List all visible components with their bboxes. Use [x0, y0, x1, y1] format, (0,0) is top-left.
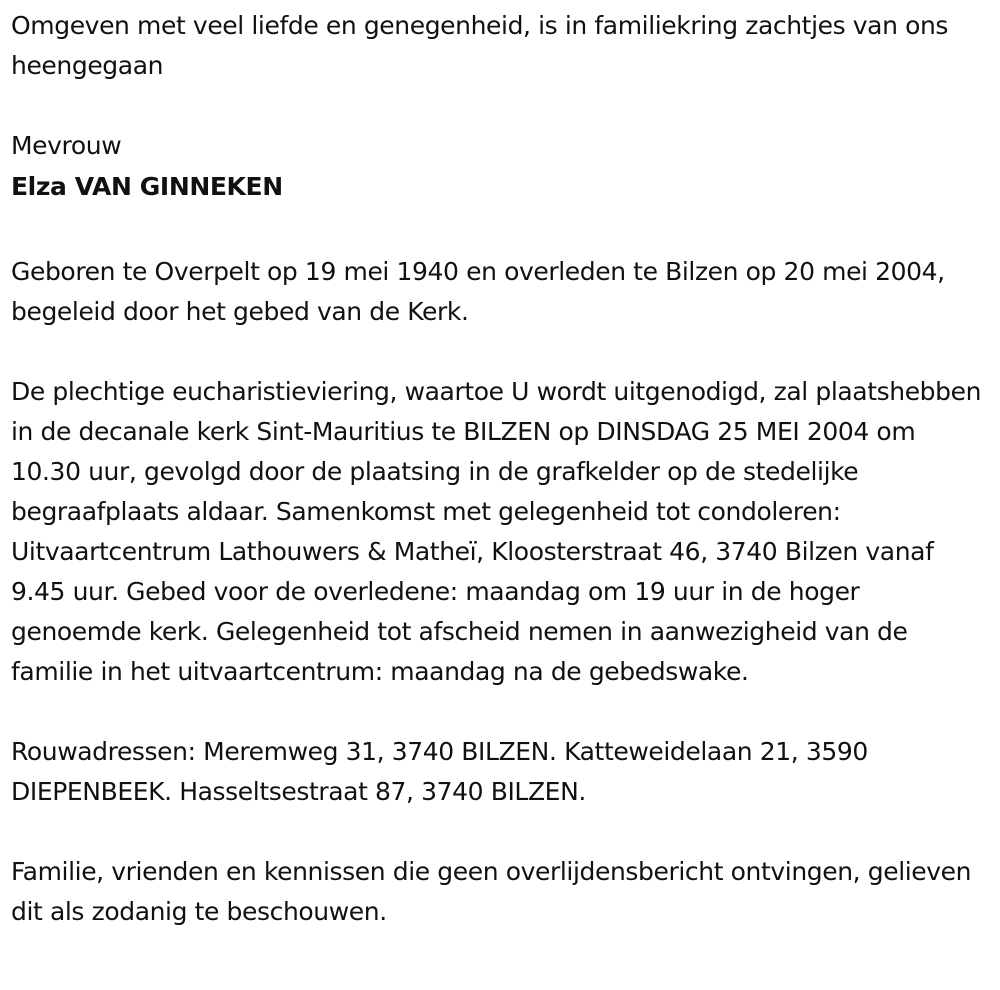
salutation: Mevrouw — [11, 131, 122, 160]
intro-text: Omgeven met veel liefde en genegenheid, is in familiekring zachtjes van ons heengegaan — [11, 11, 949, 80]
birth-death-text: Geboren te Overpelt op 19 mei 1940 en overleden te Bilzen op 20 mei 2004, begeleid door het gebed van de Kerk. — [11, 257, 945, 326]
death-notice — [11, 6, 991, 932]
ceremony-text: De plechtige eucharistieviering, waartoe U wordt uitgenodigd, zal plaatshebben in de decanale kerk Sint-Mauritius te BILZEN op DINSDAG 25 MEI 2004 om 10.30 uur, gevolgd door de plaatsing in de grafkelder op de stedelijke begraafplaats aldaar. Samenkomst met gelegenheid tot condoleren: Uitvaartcentrum Lathouwers & Matheï, Kloosterstraat 46, 3740 Bilzen vanaf 9.45 uur. Gebed voor de overledene: maandag om 19 uur in de hoger genoemde kerk. Gelegenheid tot afscheid nemen in aanwezigheid van de familie in het uitvaartcentrum: maandag na de gebedswake. — [11, 377, 982, 686]
closing-text: Familie, vrienden en kennissen die geen overlijdensbericht ontvingen, gelieven dit als zodanig te beschouwen. — [11, 857, 972, 926]
addresses-text: Rouwadressen: Meremweg 31, 3740 BILZEN. Katteweidelaan 21, 3590 DIEPENBEEK. Hasseltsestraat 87, 3740 BILZEN. — [11, 737, 868, 806]
deceased-name: Elza VAN GINNEKEN — [11, 172, 283, 201]
